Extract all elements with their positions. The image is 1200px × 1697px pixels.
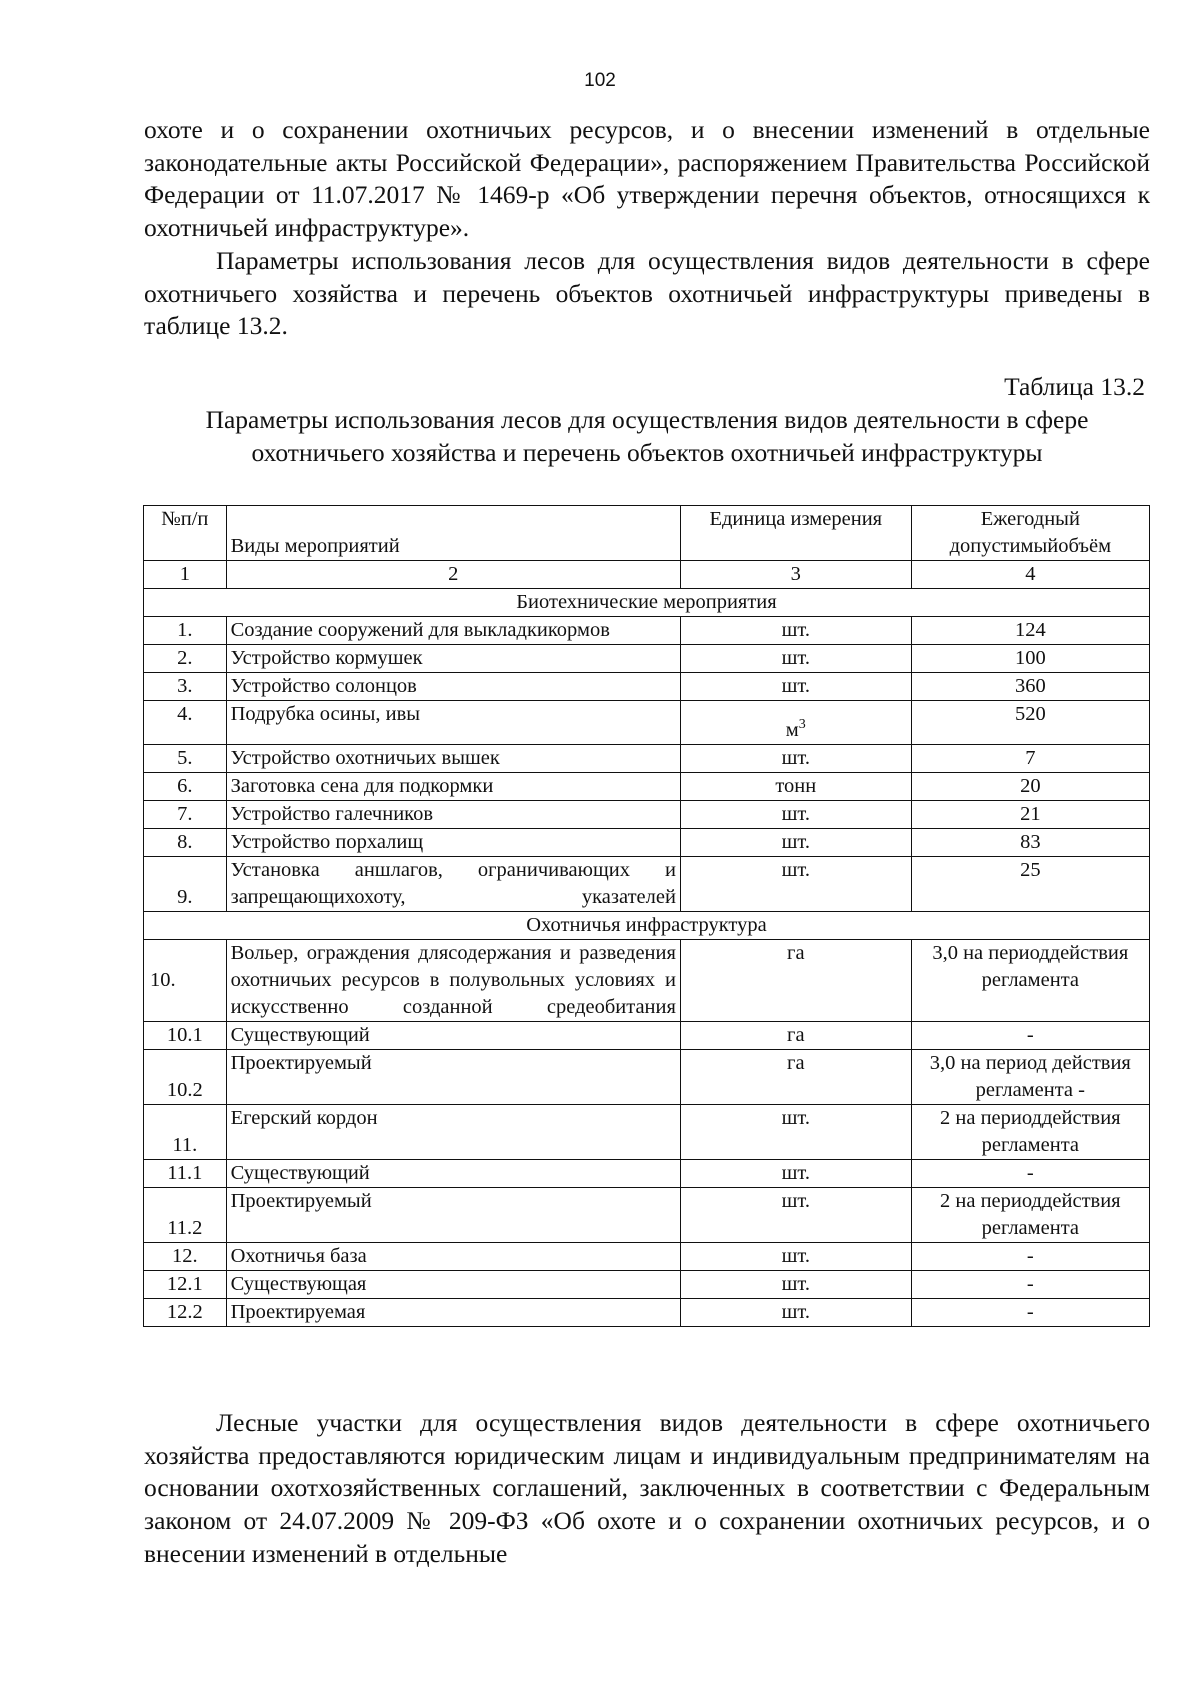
row-unit: шт. (680, 856, 911, 911)
row-name: Проектируемый (226, 1049, 680, 1104)
section-title-biotechnical: Биотехнические мероприятия (144, 589, 1150, 617)
row-num: 5. (144, 744, 227, 772)
table-row (144, 772, 1150, 800)
section-title-infrastructure: Охотничья инфраструктура (144, 911, 1150, 939)
row-unit: шт. (680, 617, 911, 645)
row-unit: га (680, 1049, 911, 1104)
row-unit: шт. (680, 1159, 911, 1187)
row-num: 6. (144, 772, 227, 800)
paragraph-continuation: охоте и о сохранении охотничьих ресурсов, и о внесении изменений в отдельные законодательные акты Российской Федерации», распоряжением Правительства Российской Федерации от 11.07.2017 № 1469-р «Об утверждении перечня объектов, относящихся к охотничьей инфраструктуре». (144, 115, 1150, 243)
row-unit: шт. (680, 1270, 911, 1298)
row-volume: 360 (911, 673, 1149, 701)
header-num: №п/п (144, 506, 227, 561)
row-volume: 25 (911, 856, 1149, 911)
table-row (144, 645, 1150, 673)
row-num: 10.1 (144, 1021, 227, 1049)
unit-superscript: 3 (798, 717, 806, 732)
table-header-row (144, 506, 1150, 561)
row-num: 10.2 (144, 1049, 227, 1104)
row-volume: - (911, 1242, 1149, 1270)
row-unit: шт. (680, 828, 911, 856)
row-num: 11.2 (144, 1187, 227, 1242)
row-name: Подрубка осины, ивы (226, 701, 680, 745)
row-volume: 124 (911, 617, 1149, 645)
page-number: 102 (584, 70, 616, 91)
row-volume: - (911, 1021, 1149, 1049)
row-name: Создание сооружений для выкладкикормов (226, 617, 680, 645)
row-volume: 21 (911, 800, 1149, 828)
table-row (144, 617, 1150, 645)
row-volume: 83 (911, 828, 1149, 856)
row-num: 12. (144, 1242, 227, 1270)
table-row (144, 1049, 1150, 1104)
row-num: 11.1 (144, 1159, 227, 1187)
row-num: 10. (144, 939, 227, 1021)
row-volume: 520 (911, 701, 1149, 745)
row-unit: шт. (680, 1187, 911, 1242)
row-name: Заготовка сена для подкормки (226, 772, 680, 800)
row-name: Проектируемый (226, 1187, 680, 1242)
row-unit: га (680, 1021, 911, 1049)
table-row (144, 800, 1150, 828)
hunting-parameters-table (143, 505, 1150, 1327)
section-row (144, 911, 1150, 939)
row-volume: - (911, 1298, 1149, 1326)
paragraph-forest-plots: Лесные участки для осуществления видов деятельности в сфере охотничьего хозяйства предоставляются юридическим лицам и индивидуальным предпринимателям на основании охотхозяйственных соглашений, заключенных в соответствии с Федеральным законом от 24.07.2009 № 209-ФЗ «Об охоте и о сохранении охотничьих ресурсов, и о внесении изменений в отдельные (144, 1408, 1150, 1568)
table-row (144, 1242, 1150, 1270)
row-volume: 20 (911, 772, 1149, 800)
table-row (144, 701, 1150, 745)
row-volume: 3,0 на период действия регламента - (911, 1049, 1149, 1104)
header-name: Виды мероприятий (226, 506, 680, 561)
table-row (144, 673, 1150, 701)
row-name: Охотничья база (226, 1242, 680, 1270)
row-unit: шт. (680, 744, 911, 772)
row-num: 9. (144, 856, 227, 911)
table-row (144, 856, 1150, 911)
row-unit: шт. (680, 645, 911, 673)
table-row (144, 1270, 1150, 1298)
row-unit: тонн (680, 772, 911, 800)
table-row (144, 1104, 1150, 1159)
row-unit: шт. (680, 673, 911, 701)
row-name: Устройство солонцов (226, 673, 680, 701)
unit-base: м (785, 718, 799, 741)
row-volume: 2 на периоддействия регламента (911, 1187, 1149, 1242)
row-unit: шт. (680, 1242, 911, 1270)
row-volume: 2 на периоддействия регламента (911, 1104, 1149, 1159)
row-num: 12.2 (144, 1298, 227, 1326)
section-row (144, 589, 1150, 617)
row-name: Существующая (226, 1270, 680, 1298)
row-name: Устройство охотничьих вышек (226, 744, 680, 772)
row-volume: 3,0 на периоддействия регламента (911, 939, 1149, 1021)
column-number-row (144, 561, 1150, 589)
column-number: 4 (911, 561, 1149, 589)
row-name: Существующий (226, 1021, 680, 1049)
row-num: 7. (144, 800, 227, 828)
table-row (144, 1159, 1150, 1187)
row-volume: - (911, 1159, 1149, 1187)
column-number: 1 (144, 561, 227, 589)
header-unit: Единица измерения (680, 506, 911, 561)
row-name: Установка аншлагов, ограничивающих и запрещающихохоту, указателей (226, 856, 680, 911)
row-unit (680, 701, 911, 745)
row-num: 12.1 (144, 1270, 227, 1298)
table-row (144, 939, 1150, 1021)
row-volume: 100 (911, 645, 1149, 673)
table-caption: Параметры использования лесов для осуществления видов деятельности в сфере охотничьего хозяйства и перечень объектов охотничьей инфраструктуры (205, 405, 1089, 467)
row-unit: га (680, 939, 911, 1021)
row-name: Устройство кормушек (226, 645, 680, 673)
table-row (144, 744, 1150, 772)
table-row (144, 1298, 1150, 1326)
row-name: Устройство порхалищ (226, 828, 680, 856)
column-number: 2 (226, 561, 680, 589)
row-unit: шт. (680, 800, 911, 828)
paragraph-table-reference: Параметры использования лесов для осуществления видов деятельности в сфере охотничьего хозяйства и перечень объектов охотничьей инфраструктуры приведены в таблице 13.2. (144, 246, 1150, 341)
row-unit: шт. (680, 1298, 911, 1326)
row-name: Егерский кордон (226, 1104, 680, 1159)
row-name: Устройство галечников (226, 800, 680, 828)
table-row (144, 1021, 1150, 1049)
row-unit: шт. (680, 1104, 911, 1159)
row-volume: 7 (911, 744, 1149, 772)
column-number: 3 (680, 561, 911, 589)
row-num: 1. (144, 617, 227, 645)
table-row (144, 828, 1150, 856)
header-volume: Ежегодный допустимыйобъём (911, 506, 1149, 561)
row-num: 3. (144, 673, 227, 701)
row-num: 4. (144, 701, 227, 745)
row-volume: - (911, 1270, 1149, 1298)
row-name: Проектируемая (226, 1298, 680, 1326)
row-num: 11. (144, 1104, 227, 1159)
table-row (144, 1187, 1150, 1242)
row-name: Вольер, ограждения длясодержания и разведения охотничьих ресурсов в полувольных условиях и искусственно созданной средеобитания (226, 939, 680, 1021)
table-number-label: Таблица 13.2 (1004, 372, 1145, 401)
row-num: 8. (144, 828, 227, 856)
row-name: Существующий (226, 1159, 680, 1187)
row-num: 2. (144, 645, 227, 673)
